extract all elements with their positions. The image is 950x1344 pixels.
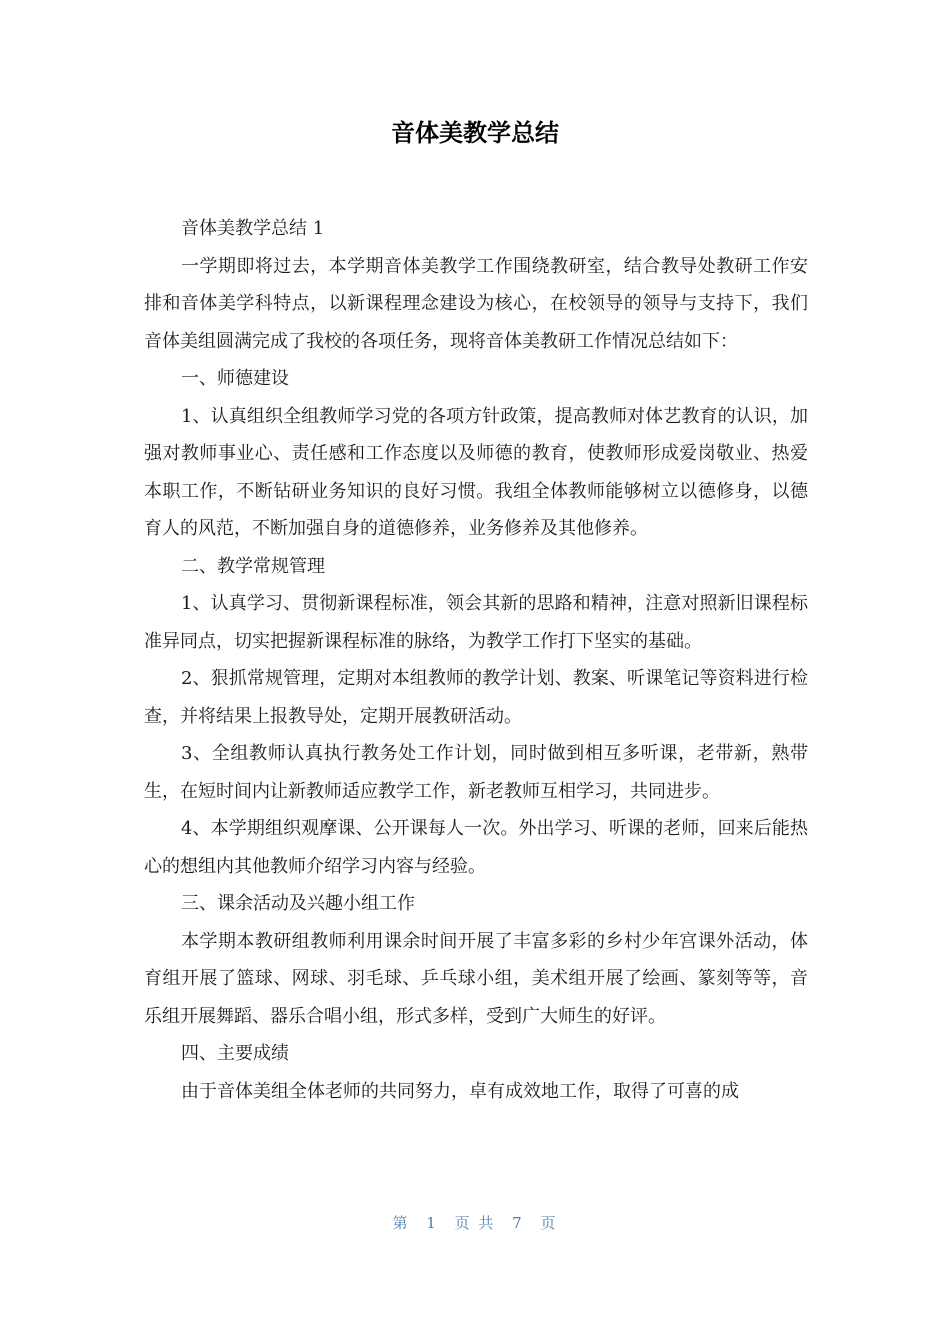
body-paragraph: 本学期本教研组教师利用课余时间开展了丰富多彩的乡村少年宫课外活动，体育组开展了篮球、网球、羽毛球、乒乓球小组，美术组开展了绘画、篆刻等等，音乐组开展舞蹈、器乐合唱小组，形式多样，受到广大师生的好评。	[144, 930, 808, 1027]
body-paragraph: 3、全组教师认真执行教务处工作计划，同时做到相互多听课，老带新，熟带生，在短时间内让新教师适应教学工作，新老教师互相学习，共同进步。	[144, 743, 808, 802]
section-heading: 音体美教学总结 1	[181, 218, 325, 239]
body-paragraph: 1、认真组织全组教师学习党的各项方针政策，提高教师对体艺教育的认识，加强对教师事业心、责任感和工作态度以及师德的教育，使教师形成爱岗敬业、热爱本职工作，不断钻研业务知识的良好习惯。我组全体教师能够树立以德修身，以德育人的风范，不断加强自身的道德修养，业务修养及其他修养。	[144, 405, 808, 539]
document-body	[144, 210, 808, 1110]
section-heading: 四、主要成绩	[181, 1043, 289, 1064]
footer-label-page: 第	[392, 1214, 410, 1232]
footer-current-page: 1	[426, 1214, 438, 1232]
body-paragraph: 1、认真学习、贯彻新课程标准，领会其新的思路和精神，注意对照新旧课程标准异同点，切实把握新课程标准的脉络，为教学工作打下坚实的基础。	[144, 593, 808, 652]
document-title: 音体美教学总结	[391, 119, 559, 147]
body-paragraph: 4、本学期组织观摩课、公开课每人一次。外出学习、听课的老师，回来后能热心的想组内其他教师介绍学习内容与经验。	[144, 818, 808, 877]
intro-paragraph: 一学期即将过去，本学期音体美教学工作围绕教研室，结合教导处教研工作安排和音体美学科特点，以新课程理念建设为核心，在校领导的领导与支持下，我们音体美组圆满完成了我校的各项任务，现将音体美教研工作情况总结如下：	[144, 255, 808, 352]
page-number-footer	[0, 1211, 950, 1235]
footer-label-of: 页 共	[454, 1214, 496, 1232]
section-heading: 三、课余活动及兴趣小组工作	[181, 893, 415, 914]
section-heading: 一、师德建设	[181, 368, 289, 389]
footer-total-pages: 7	[512, 1214, 524, 1232]
body-paragraph: 2、狠抓常规管理，定期对本组教师的教学计划、教案、听课笔记等资料进行检查，并将结果上报教导处，定期开展教研活动。	[144, 668, 808, 727]
section-heading: 二、教学常规管理	[181, 555, 325, 577]
body-paragraph: 由于音体美组全体老师的共同努力，卓有成效地工作，取得了可喜的成	[181, 1080, 739, 1102]
footer-label-end: 页	[540, 1214, 558, 1232]
